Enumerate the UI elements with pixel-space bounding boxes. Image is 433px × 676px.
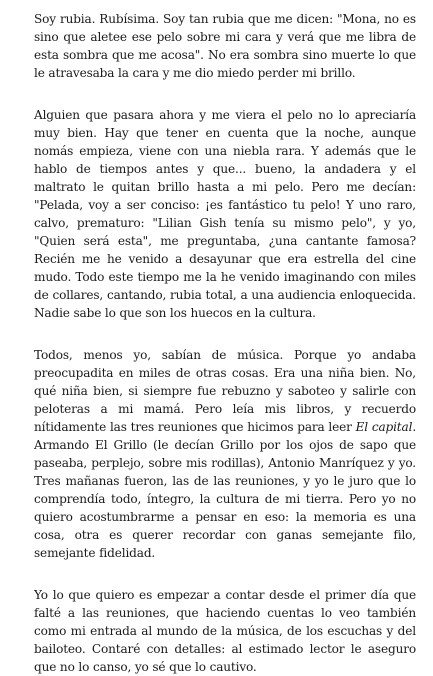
paragraph-3-text-before: Todos, menos yo, sabían de música. Porque yo andaba preocupadita en miles de otras cosas. Era una niña bien. No, qué niña bien, si siempre fue rebuzno y saboteo y salirle con peloteras a mi mamá. Pero leía mis libros, y recuerdo nítidamente las tres reuniones que hicimos para leer <box>34 348 416 434</box>
document-page <box>34 10 416 676</box>
book-title-italic: El capital <box>355 420 413 434</box>
paragraph-3 <box>34 346 416 562</box>
paragraph-4: Yo lo que quiero es empezar a contar desde el primer día que falté a las reuniones, que haciendo cuentas lo veo también como mi entrada al mundo de la música, de los escuchas y del bailoteo. Contaré con detalles: al estimado lector le aseguro que no lo canso, yo sé que lo cautivo. <box>34 588 416 674</box>
paragraph-3-text-after: . Armando El Grillo (le decían Grillo por los ojos de sapo que paseaba, perplejo, sobre mis rodillas), Antonio Manríquez y yo. Tres mañanas fueron, las de las reuniones, y yo le juro que lo comprendía todo, íntegro, la cultura de mi tierra. Pero yo no quiero acostumbrarme a pensar en eso: la memoria es una cosa, otra es querer recordar con ganas semejante filo, semejante fidelidad. <box>34 420 417 560</box>
paragraph-1: Soy rubia. Rubísima. Soy tan rubia que me dicen: "Mona, no es sino que aletee ese pelo sobre mi cara y verá que me libra de esta sombra que me acosa". No era sombra sino muerte lo que le atravesaba la cara y me dio miedo perder mi brillo. <box>34 12 416 80</box>
paragraph-2: Alguien que pasara ahora y me viera el pelo no lo apreciaría muy bien. Hay que tener en cuenta que la noche, aunque nomás empieza, viene con una niebla rara. Y además que le hablo de tiempos antes y que... bueno, la andadera y el maltrato le quitan brillo hasta a mi pelo. Pero me decían: "Pelada, voy a ser conciso: ¡es fantástico tu pelo! Y uno raro, calvo, prematuro: "Lilian Gish tenía su mismo pelo", y yo, "Quien será esta", me preguntaba, ¿una cantante famosa? Recién me he venido a desayunar que era estrella del cine mudo. Todo este tiempo me la he venido imaginando con miles de collares, cantando, rubia total, a una audiencia enloquecida. Nadie sabe lo que son los huecos en la cultura. <box>34 108 416 320</box>
